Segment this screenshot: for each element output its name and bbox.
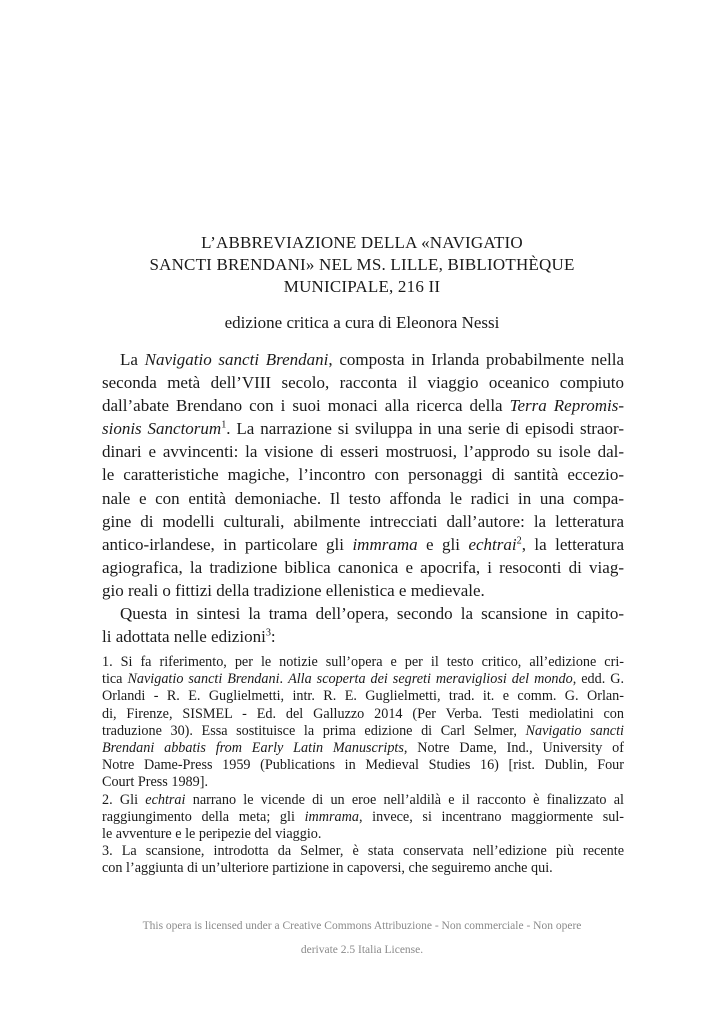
footnote-ref[interactable]: 3 xyxy=(265,627,271,639)
license-line: derivate 2.5 Italia License. xyxy=(300,944,424,956)
note-line: raggiungimento della meta; gli immrama, invece, si incentrano maggiormente sul- xyxy=(102,808,624,825)
title-line: L’ABBREVIAZIONE DELLA «NAVIGATIO xyxy=(201,233,523,252)
text-line: gio reali o fittizi della tradizione ellenistica e medievale. xyxy=(102,580,485,600)
text-line: sionis Sanctorum$^1$. La narrazione si sviluppa in una serie di episodi straor- xyxy=(102,419,624,439)
body-text xyxy=(102,348,624,648)
italic-term: echtrai xyxy=(468,534,517,554)
article-title xyxy=(60,232,664,298)
license-line: This opera is licensed under a Creative Commons Attribuzione - Non commerciale - Non opere xyxy=(142,920,582,932)
note-line: Court Press 1989]. xyxy=(102,774,209,791)
text-line: Questa in sintesi la trama dell’opera, secondo la scansione in capito- xyxy=(120,604,624,624)
footnote-ref[interactable]: 2 xyxy=(516,535,522,547)
text-line: dall’abate Brendano con i suoi monaci alla ricerca della Terra Repromis- xyxy=(102,396,624,416)
text-line: seconda metà dell’VIII secolo, racconta il viaggio oceanico compiuto xyxy=(102,373,624,393)
text-line: dinari e avvincenti: la visione di esseri mostruosi, l’approdo su isole dal- xyxy=(102,442,624,462)
title-line: SANCTI BRENDANI» NEL MS. LILLE, BIBLIOTHÈQUE xyxy=(149,255,575,274)
text-line: La Navigatio sancti Brendani, composta in Irlanda probabilmente nella xyxy=(120,350,624,369)
text-line: gine di modelli culturali, abilmente intrecciati dall’autore: la letteratura xyxy=(102,511,624,531)
note-line: tica Navigatio sancti Brendani. Alla scoperta dei segreti meravigliosi del mondo, edd. G. xyxy=(102,671,625,688)
note-line: le avventure e le peripezie del viaggio. xyxy=(102,826,322,843)
footnote-3 xyxy=(102,843,624,877)
note-line: traduzione 30). Essa sostituisce la prima edizione di Carl Selmer, Navigatio sancti xyxy=(102,722,624,739)
title-line: MUNICIPALE, 216 II xyxy=(283,277,441,296)
footnotes xyxy=(102,654,624,878)
footnote-1 xyxy=(102,654,624,792)
note-line: Notre Dame-Press 1959 (Publications in Medieval Studies 16) [rist. Dublin, Four xyxy=(102,757,624,774)
paragraph xyxy=(102,602,624,648)
text-line: nale e con entità demoniache. Il testo affonda le radici in una compa- xyxy=(102,488,624,508)
note-line: 2. Gli echtrai narrano le vicende di un eroe nell’aldilà e il racconto è finalizzato al xyxy=(102,791,624,808)
note-line: 3. La scansione, introdotta da Selmer, è stata conservata nell’edizione più recente xyxy=(102,843,624,860)
footnote-ref[interactable]: 1 xyxy=(221,419,227,431)
note-line: Orlandi - R. E. Guglielmetti, intr. R. E. Guglielmetti, trad. it. e comm. G. Orlan- xyxy=(102,688,624,705)
text-line: agiografica, la tradizione biblica canonica e apocrifa, i resoconti di viag- xyxy=(102,557,624,577)
italic-term: immrama xyxy=(352,534,418,554)
note-line: con l’aggiunta di un’ulteriore partizione in capoversi, che seguiremo anche qui. xyxy=(102,860,553,877)
article-subtitle: edizione critica a cura di Eleonora Nessi xyxy=(224,313,500,332)
text-line: antico-irlandese, in particolare gli immrama e gli echtrai$^2$, la letteratura xyxy=(102,534,624,554)
note-line: Brendani abbatis from Early Latin Manuscripts, Notre Dame, Ind., University of xyxy=(102,740,624,757)
text-line: le caratteristiche magiche, l’incontro con personaggi di santità eccezio- xyxy=(102,465,624,485)
note-line: di, Firenze, SISMEL - Ed. del Galluzzo 2014 (Per Verba. Testi mediolatini con xyxy=(102,705,624,722)
footnote-2 xyxy=(102,792,624,844)
license-notice xyxy=(60,914,664,962)
text-line: li adottata nelle edizioni$^3$: xyxy=(102,627,276,647)
italic-term: Navigatio sancti Brendani xyxy=(144,350,329,369)
paragraph xyxy=(102,348,624,602)
italic-term: sionis Sanctorum xyxy=(102,419,222,439)
italic-term: Terra Repromis- xyxy=(509,396,624,416)
note-line: 1. Si fa riferimento, per le notizie sull’opera e per il testo critico, all’edizione cri- xyxy=(102,654,624,670)
